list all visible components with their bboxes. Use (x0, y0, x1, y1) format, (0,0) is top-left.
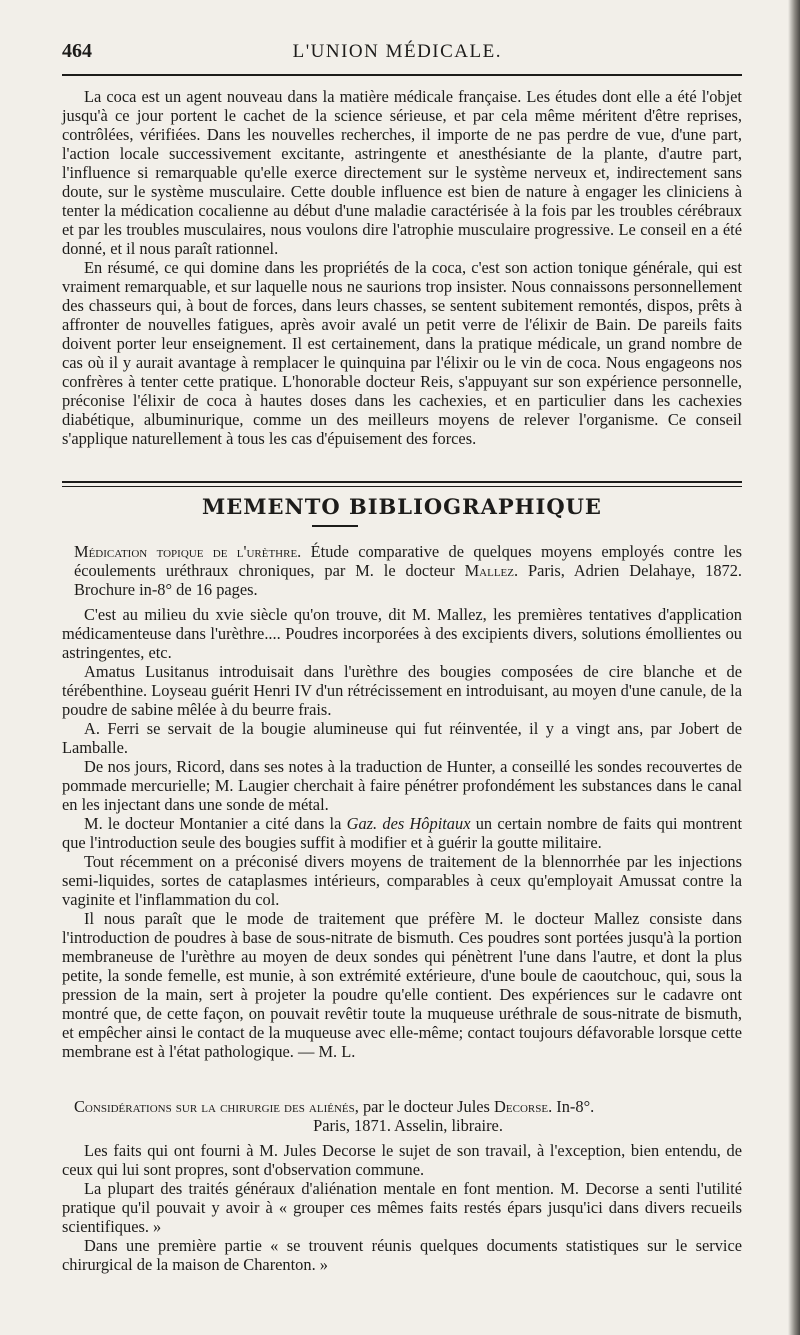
header-rule (62, 74, 742, 76)
section-title: MEMENTO BIBLIOGRAPHIQUE (202, 494, 602, 519)
article-paragraph: En résumé, ce qui domine dans les propriétés de la coca, c'est son action tonique générale, qui est vraiment remarquable, et sur laquelle nous ne saurions trop insister. Nous connaissons personnellement des chasseurs qui, à bout de forces, dans leurs chasses, se sentent subitement remontés, dispos, prêts à affronter de nouvelles fatigues, après avoir avalé un petit verre de l'élixir de Bain. De pareils faits doivent porter leur enseignement. Il est certainement, dans la pratique médicale, un grand nombre de cas où il y aurait avantage à remplacer le quinquina par l'élixir ou le vin de coca. Nous engageons nos confrères à tenter cette pratique. L'honorable docteur Reis, s'appuyant sur son expérience personnelle, préconise l'élixir de coca à hautes doses dans les cachexies, et en particulier dans les cachexies diabétique, albuminurique, comme un des meilleurs moyens de relever l'organisme. Ce conseil s'applique naturellement à tous les cas d'épuisement des forces. (62, 258, 742, 448)
book-title: Médication topique de l'urèthre. (74, 542, 302, 561)
book-title: Considérations sur la chirurgie des aliénés, (74, 1097, 359, 1116)
review-paragraph: C'est au milieu du xvie siècle qu'on trouve, dit M. Mallez, les premières tentatives d'application médicamenteuse dans l'urèthre.... Poudres incorporées à des excipients divers, solutions émollientes ou astringentes, etc. (62, 605, 742, 662)
book-author: Mallez (464, 561, 514, 580)
review-text: un certain nombre de faits qui montrent que l'introduction seule des bougies suffit à modifier et à guérir la goutte militaire. (62, 814, 743, 852)
book-format: . In-8°. (548, 1097, 595, 1116)
book-description: Étude comparative de quelques moyens employés contre les écoulements uréthraux chroniques, par M. le docteur (74, 542, 742, 580)
page-header (62, 40, 742, 70)
review-paragraph: La plupart des traités généraux d'aliénation mentale en font mention. M. Decorse a senti l'utilité pratique qu'il pouvait y avoir à « grouper ces mêmes faits restés épars jusqu'ici dans divers recueils scientifiques. » (62, 1179, 742, 1236)
title-underline (312, 525, 358, 527)
article-body (62, 87, 742, 448)
journal-title: Gaz. des Hôpitaux (346, 814, 471, 833)
bibliography-entry-2 (62, 1097, 742, 1274)
running-title: L'UNION MÉDICALE. (292, 41, 502, 62)
page-number: 464 (62, 40, 92, 62)
review-paragraph: Amatus Lusitanus introduisait dans l'urèthre des bougies composées de cire blanche et de térébenthine. Loyseau guérit Henri IV d'un rétrécissement en introduisant, au moyen d'une canule, de la poudre de sabine mêlée à du beurre frais. (62, 662, 742, 719)
review-paragraph (62, 814, 742, 852)
review-paragraph: Les faits qui ont fourni à M. Jules Decorse le sujet de son travail, à l'exception, bien entendu, de ceux qui lui sont propres, sont d'observation commune. (62, 1141, 742, 1179)
review-paragraph: Tout récemment on a préconisé divers moyens de traitement de la blennorrhée par les injections semi-liquides, sortes de cataplasmes intérieurs, comparables à ceux qu'employait Amussat contre la vaginite et l'inflammation du col. (62, 852, 742, 909)
book-author: Decorse (494, 1097, 549, 1116)
book-description: par le docteur Jules (358, 1097, 495, 1116)
book-reference (62, 542, 742, 599)
review-paragraph: De nos jours, Ricord, dans ses notes à la traduction de Hunter, a conseillé les sondes recouvertes de pommade mercurielle; M. Laugier cherchait à faire pénétrer profondément les substances dans le canal en les injectant dans une sonde de métal. (62, 757, 742, 814)
review-paragraph: A. Ferri se servait de la bougie alumineuse qui fut réinventée, il y a vingt ans, par Jobert de Lamballe. (62, 719, 742, 757)
book-reference (62, 1097, 742, 1135)
article-paragraph: La coca est un agent nouveau dans la matière médicale française. Les études dont elle a été l'objet jusqu'à ce jour portent le cachet de la science sérieuse, et par cela même méritent d'être reprises, contrôlées, vérifiées. Dans les nouvelles recherches, il importe de ne pas perdre de vue, d'une part, l'action locale successivement excitante, astringente et anesthésiante de la plante, d'autre part, l'influence si remarquable qu'elle exerce directement sur le système nerveux et, indirectement sans doute, sur le système musculaire. Cette double influence est bien de nature à engager les cliniciens à tenter la médication cocalienne au début d'une maladie caractérisée à la fois par les troubles cérébraux et par les troubles musculaires, nous voulons dire l'atrophie musculaire progressive. Le conseil en a été donné, et il nous paraît rationnel. (62, 87, 742, 258)
review-paragraph: Dans une première partie « se trouvent réunis quelques documents statistiques sur le service chirurgical de la maison de Charenton. » (62, 1236, 742, 1274)
review-paragraph: Il nous paraît que le mode de traitement que préfère M. le docteur Mallez consiste dans l'introduction de poudres à base de sous-nitrate de bismuth. Ces poudres sont portées jusqu'à la portion membraneuse de l'urèthre au moyen de deux sondes qui pénètrent l'une dans l'autre, et dont la plus petite, la sonde femelle, est munie, à son extrémité extérieure, d'une boule de caoutchouc, qui, sous la pression de la main, sert à projeter la poudre qu'elle contient. Des expériences sur le cadavre ont montré que, de cette façon, on pouvait revêtir toute la muqueuse uréthrale de sous-nitrate de bismuth, et empêcher ainsi le contact de la muqueuse avec elle-même; contact toujours défavorable lorsque cette membrane est à l'état pathologique. — M. L. (62, 909, 742, 1061)
section-divider (62, 481, 742, 487)
bibliography-entry-1 (62, 542, 742, 1061)
book-publication: . Paris, Adrien Delahaye, 1872. Brochure in-8° de 16 pages. (74, 561, 743, 599)
review-text: M. le docteur Montanier a cité dans la (84, 814, 347, 833)
page-edge-shadow (788, 0, 800, 1335)
book-publisher: Paris, 1871. Asselin, libraire. (313, 1116, 503, 1135)
